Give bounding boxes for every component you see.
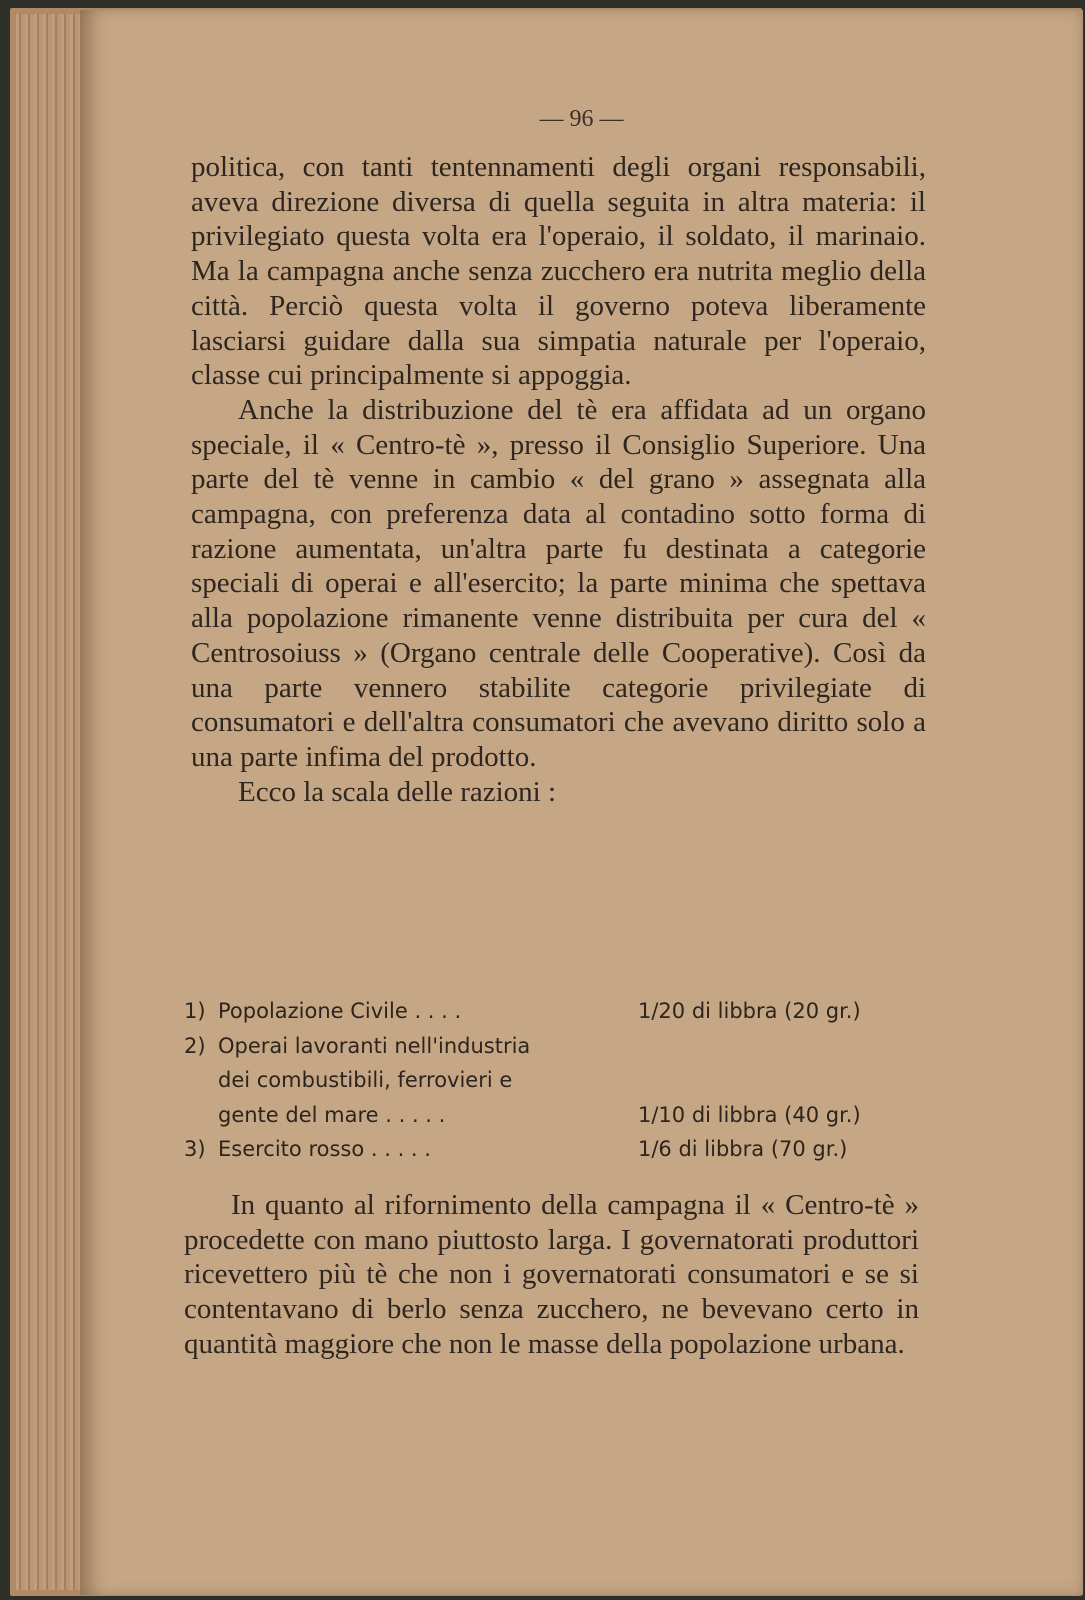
closing-text [184, 1188, 919, 1362]
paragraph-1: politica, con tanti tentennamenti degli organi responsabili, aveva direzione diversa di quella seguita in altra materia: il privilegiato questa volta era l'operaio, il soldato, il marinaio. Ma la campagna anche senza zucchero era nutrita meglio della città. Perciò questa volta il governo poteva liberamente lasciarsi guidare dalla sua simpatia naturale per l'operaio, classe cui principalmente si appoggia. [191, 151, 926, 392]
ration-category-continued: dei combustibili, ferrovieri e [218, 1068, 513, 1093]
ration-quantity: 1/10 di libbra (40 gr.) [638, 1102, 861, 1127]
paragraph-2: Anche la distribuzione del tè era affidata ad un organo speciale, il « Centro-tè », presso il Consiglio Superiore. Una parte del tè venne in cambio « del grano » assegnata alla campagna, con preferenza data al contadino sotto forma di razione aumentata, un'altra parte fu destinata a categorie speciali di operai e all'esercito; la parte minima che spettava alla popolazione rimanente venne distribuita per cura del « Centrosoiuss » (Organo centrale delle Cooperative). Così da una parte vennero stabilite categorie privilegiate di consumatori e dell'altra consumatori che avevano diritto solo a una parte infima del prodotto. [191, 393, 926, 773]
page-edges [16, 14, 86, 1590]
ration-category: Esercito rosso . . . . . [218, 1137, 431, 1162]
paragraph-3: Ecco la scala delle razioni : [238, 775, 557, 808]
ration-row-continued [184, 1098, 934, 1133]
ration-row [184, 1132, 934, 1167]
ration-list [184, 994, 934, 1167]
ration-row-continued [184, 1063, 934, 1098]
ration-number: 1) [184, 999, 206, 1023]
ration-number: 3) [184, 1137, 206, 1162]
ration-quantity: 1/6 di libbra (70 gr.) [638, 1137, 848, 1162]
ration-category: Operai lavoranti nell'industria [218, 1033, 531, 1058]
ration-category: Popolazione Civile . . . . [218, 999, 462, 1023]
ration-quantity: 1/20 di libbra (20 gr.) [638, 999, 861, 1023]
paragraph-closing: In quanto al rifornimento della campagna il « Centro-tè » procedette con mano piuttosto larga. I governatorati produttori ricevettero più tè che non i governatorati consumatori e se si contentavano di berlo senza zucchero, ne bevevano certo in quantità maggiore che non le masse della popolazione urbana. [184, 1189, 919, 1360]
ration-row [184, 1029, 934, 1064]
ration-category-continued: gente del mare . . . . . [218, 1102, 446, 1127]
page-number: — 96 — [539, 106, 624, 132]
ration-row [184, 994, 934, 1029]
ration-number: 2) [184, 1033, 206, 1058]
body-text [191, 150, 926, 809]
